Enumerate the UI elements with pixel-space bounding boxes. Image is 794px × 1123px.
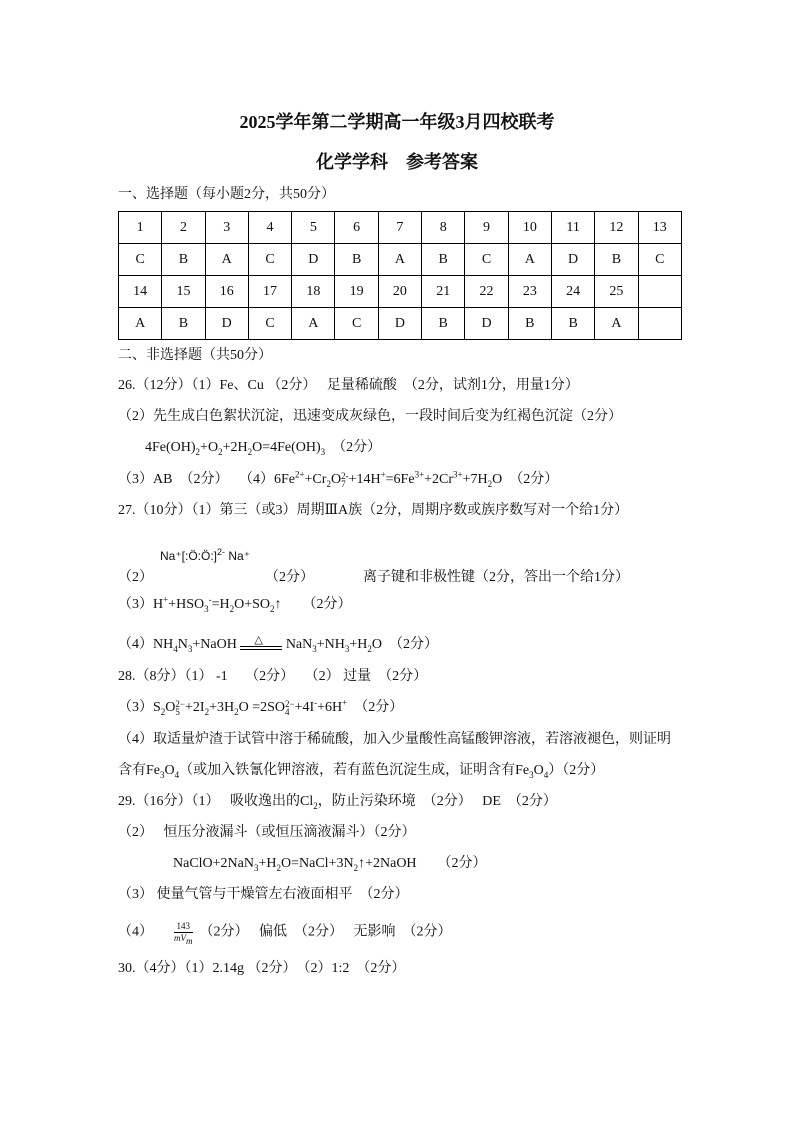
- answer-line: [118, 633, 439, 654]
- answer-line: [118, 921, 452, 944]
- table-cell: C: [119, 244, 162, 276]
- subscript: 2: [326, 478, 331, 489]
- subscript: 2: [313, 800, 318, 811]
- answer-line: [173, 855, 487, 873]
- answer-line: [145, 439, 381, 457]
- subscript: 2: [195, 446, 201, 457]
- table-cell: 21: [422, 276, 465, 308]
- text-segment: +14H: [348, 472, 381, 487]
- table-cell: 2: [162, 212, 205, 244]
- document-title: 2025学年第二学期高一年级3月四校联考: [239, 112, 555, 132]
- text-segment: O =2SO: [238, 700, 285, 715]
- subscript: 4: [174, 769, 180, 780]
- text-segment: 27.（10分）（1）第三（或3）周期ⅢA族（2分，周期序数或族序数写对一个给1分）: [118, 503, 629, 518]
- text-segment: O=NaCl+3N: [281, 856, 354, 871]
- table-cell: 7: [378, 212, 421, 244]
- text-segment: （3）S: [118, 700, 161, 715]
- subscript: 3: [529, 769, 534, 780]
- table-cell: 18: [292, 276, 335, 308]
- answer-line: [118, 596, 352, 614]
- text-segment: ↑ （2分）: [274, 597, 352, 612]
- table-cell: B: [551, 308, 594, 340]
- table-cell: C: [638, 244, 681, 276]
- text-segment: +HSO: [168, 597, 205, 612]
- text-segment: （2） 恒压分液漏斗（或恒压滴液漏斗）（2分）: [118, 825, 416, 840]
- subscript: 3: [344, 643, 350, 654]
- text-segment: +4I: [294, 700, 315, 715]
- document-subtitle: 化学学科 参考答案: [316, 152, 478, 172]
- table-cell: 22: [465, 276, 508, 308]
- text-segment: +2Cr: [424, 472, 454, 487]
- text-segment: （2） （2分） 离子键和非极性键（2分，答出一个给1分）: [118, 570, 629, 585]
- subscript: 2: [367, 643, 372, 654]
- superscript: 3+: [453, 469, 463, 480]
- table-cell: 10: [508, 212, 551, 244]
- answer-line: [118, 668, 427, 686]
- table-cell: 9: [465, 212, 508, 244]
- table-cell: 19: [335, 276, 378, 308]
- text-segment: NaN: [282, 637, 313, 652]
- heating-condition-equals-sign: [240, 633, 282, 652]
- answer-table: [118, 211, 682, 340]
- superscript: 2-: [341, 470, 349, 481]
- table-cell: 25: [595, 276, 638, 308]
- text-segment: O: [533, 763, 544, 778]
- table-cell: C: [465, 244, 508, 276]
- table-cell: C: [248, 308, 291, 340]
- denominator-wrap: [174, 933, 193, 944]
- text-segment: +7H: [462, 472, 488, 487]
- text-segment: O: [165, 700, 176, 715]
- text-segment: 4Fe(OH): [145, 440, 196, 455]
- table-cell: D: [465, 308, 508, 340]
- sup-sub-stack: [341, 472, 349, 488]
- superscript: +: [163, 594, 169, 605]
- table-cell: B: [162, 308, 205, 340]
- table-cell: B: [335, 244, 378, 276]
- subscript: 2: [160, 706, 166, 717]
- table-cell: 4: [248, 212, 291, 244]
- text-segment: ↑+2NaOH （2分）: [358, 856, 487, 871]
- text-segment: +Cr: [304, 472, 327, 487]
- table-cell: 16: [205, 276, 248, 308]
- text-segment: （2分）: [325, 440, 382, 455]
- text-segment: +6H: [317, 700, 343, 715]
- text-segment: （4）: [118, 924, 174, 940]
- denominator: mV: [174, 933, 186, 943]
- subscript: 2: [204, 706, 210, 717]
- table-cell: A: [595, 308, 638, 340]
- text-segment: +2H: [222, 440, 248, 455]
- table-cell: 24: [551, 276, 594, 308]
- text-segment: 含有Fe: [118, 763, 160, 778]
- answer-line: [118, 886, 409, 904]
- sodium-peroxide-electron-formula: Na⁺[:Ö:Ö:]$^{2-}$ Na⁺: [160, 547, 251, 563]
- table-cell: A: [292, 308, 335, 340]
- table-cell: B: [162, 244, 205, 276]
- text-segment: +3H: [209, 700, 235, 715]
- subscript: 2: [487, 478, 493, 489]
- subscript: 2: [270, 603, 275, 614]
- table-cell: [638, 276, 681, 308]
- table-cell: 12: [595, 212, 638, 244]
- text-segment: =6Fe: [385, 472, 415, 487]
- subscript: 2: [234, 706, 239, 717]
- superscript: +: [342, 697, 348, 708]
- superscript: -: [314, 697, 318, 708]
- table-cell: B: [422, 244, 465, 276]
- table-cell: 13: [638, 212, 681, 244]
- subscript: 3: [160, 769, 165, 780]
- subscript: 4: [173, 643, 178, 654]
- superscript: +: [380, 469, 386, 480]
- table-cell: A: [378, 244, 421, 276]
- superscript: 3+: [414, 469, 425, 480]
- subscript: 2: [276, 862, 282, 873]
- table-row: [119, 276, 682, 308]
- answer-line: [118, 824, 416, 842]
- subscript: 2: [218, 446, 223, 457]
- sup-sub-stack: [175, 700, 185, 716]
- answer-line: [118, 960, 405, 978]
- numerator: 143: [174, 921, 193, 933]
- table-cell: [638, 308, 681, 340]
- text-segment: 28.（8分）（1） -1 （2分） （2） 过量 （2分）: [118, 669, 428, 684]
- table-cell: 23: [508, 276, 551, 308]
- table-cell: A: [205, 244, 248, 276]
- table-cell: A: [119, 308, 162, 340]
- answer-line: [118, 762, 604, 780]
- table-cell: 14: [119, 276, 162, 308]
- text-segment: O: [330, 472, 342, 487]
- subscript: 4: [284, 706, 290, 717]
- table-cell: C: [335, 308, 378, 340]
- table-cell: 6: [335, 212, 378, 244]
- subscript: 2: [247, 446, 253, 457]
- table-row: [119, 244, 682, 276]
- table-cell: 17: [248, 276, 291, 308]
- table-cell: D: [205, 308, 248, 340]
- text-segment: （2分）: [347, 700, 404, 715]
- text-segment: O: [164, 763, 175, 778]
- table-cell: B: [508, 308, 551, 340]
- subscript: 5: [175, 706, 180, 717]
- superscript: 2−: [284, 698, 295, 709]
- table-cell: A: [508, 244, 551, 276]
- table-cell: 1: [119, 212, 162, 244]
- text-segment: ）（2分）: [548, 763, 605, 778]
- text-segment: （3） 使量气管与干燥管左右液面相平 （2分）: [118, 887, 409, 902]
- answer-line: [118, 408, 622, 426]
- answer-line: [118, 569, 629, 587]
- section-non-choice-heading: 二、非选择题（共50分）: [118, 348, 272, 363]
- text-segment: +2I: [185, 700, 205, 715]
- table-cell: 20: [378, 276, 421, 308]
- heat-triangle-icon: △: [254, 633, 263, 646]
- text-segment: +H: [349, 637, 368, 652]
- table-cell: 15: [162, 276, 205, 308]
- table-cell: D: [551, 244, 594, 276]
- text-segment: 29.（16分）（1） 吸收逸出的Cl: [118, 794, 314, 809]
- table-row: [119, 308, 682, 340]
- answer-line: [118, 377, 579, 395]
- answer-line: [118, 699, 403, 717]
- subscript: 3: [187, 643, 193, 654]
- text-segment: （3）AB （2分） （4）6Fe: [118, 472, 295, 487]
- table-cell: 3: [205, 212, 248, 244]
- text-segment: 26.（12分）（1）Fe、Cu （2分） 足量稀硫酸 （2分，试剂1分，用量1分）: [118, 378, 579, 393]
- table-cell: C: [248, 244, 291, 276]
- table-cell: 8: [422, 212, 465, 244]
- table-cell: B: [422, 308, 465, 340]
- text-segment: +NH: [316, 637, 345, 652]
- subscript: 3: [312, 643, 317, 654]
- text-segment: +H: [258, 856, 277, 871]
- superscript: 2+: [294, 469, 305, 480]
- text-segment: （4）取适量炉渣于试管中溶于稀硫酸，加入少量酸性高锰酸钾溶液，若溶液褪色，则证明: [118, 732, 671, 747]
- table-cell: D: [378, 308, 421, 340]
- text-segment: =H: [211, 597, 230, 612]
- subscript: 4: [543, 769, 549, 780]
- subscript: 2: [353, 862, 359, 873]
- subscript: m: [186, 935, 193, 946]
- text-segment: N: [177, 637, 188, 652]
- text-segment: （3）H: [118, 597, 164, 612]
- answer-line: [118, 731, 671, 749]
- text-segment: O （2分）: [492, 472, 559, 487]
- text-segment: （4）NH: [118, 637, 174, 652]
- answer-line: [118, 793, 557, 811]
- text-segment: NaClO+2NaN: [173, 856, 254, 871]
- table-cell: D: [292, 244, 335, 276]
- text-segment: 30.（4分）（1）2.14g （2分） （2）1:2 （2分）: [118, 961, 406, 976]
- subscript: 2: [229, 603, 235, 614]
- superscript: -: [208, 594, 212, 605]
- text-segment: （2）先生成白色絮状沉淀，迅速变成灰绿色，一段时间后变为红褐色沉淀（2分）: [118, 409, 622, 424]
- subscript: 3: [204, 603, 209, 614]
- table-cell: B: [595, 244, 638, 276]
- text-segment: ，防止污染环境 （2分） DE （2分）: [317, 794, 557, 809]
- subscript: 3: [320, 446, 326, 457]
- subscript: 7: [341, 478, 346, 489]
- superscript: 2−: [175, 698, 185, 709]
- table-row: [119, 212, 682, 244]
- text-segment: O+SO: [234, 597, 271, 612]
- text-segment: O=4Fe(OH): [252, 440, 321, 455]
- text-segment: +NaOH: [192, 637, 241, 652]
- text-segment: O （2分）: [371, 637, 439, 652]
- text-segment: （2分） 偏低 （2分） 无影响 （2分）: [192, 924, 452, 940]
- answer-line: [118, 471, 558, 489]
- table-cell: 11: [551, 212, 594, 244]
- sup-sub-stack: [285, 700, 295, 716]
- answer-line: [118, 502, 628, 520]
- table-cell: 5: [292, 212, 335, 244]
- text-segment: +O: [200, 440, 219, 455]
- subscript: 3: [254, 862, 259, 873]
- section-multiple-choice-heading: 一、选择题（每小题2分，共50分）: [118, 187, 335, 202]
- text-segment: （或加入铁氰化钾溶液，若有蓝色沉淀生成，证明含有Fe: [179, 763, 530, 778]
- fraction: [174, 921, 193, 944]
